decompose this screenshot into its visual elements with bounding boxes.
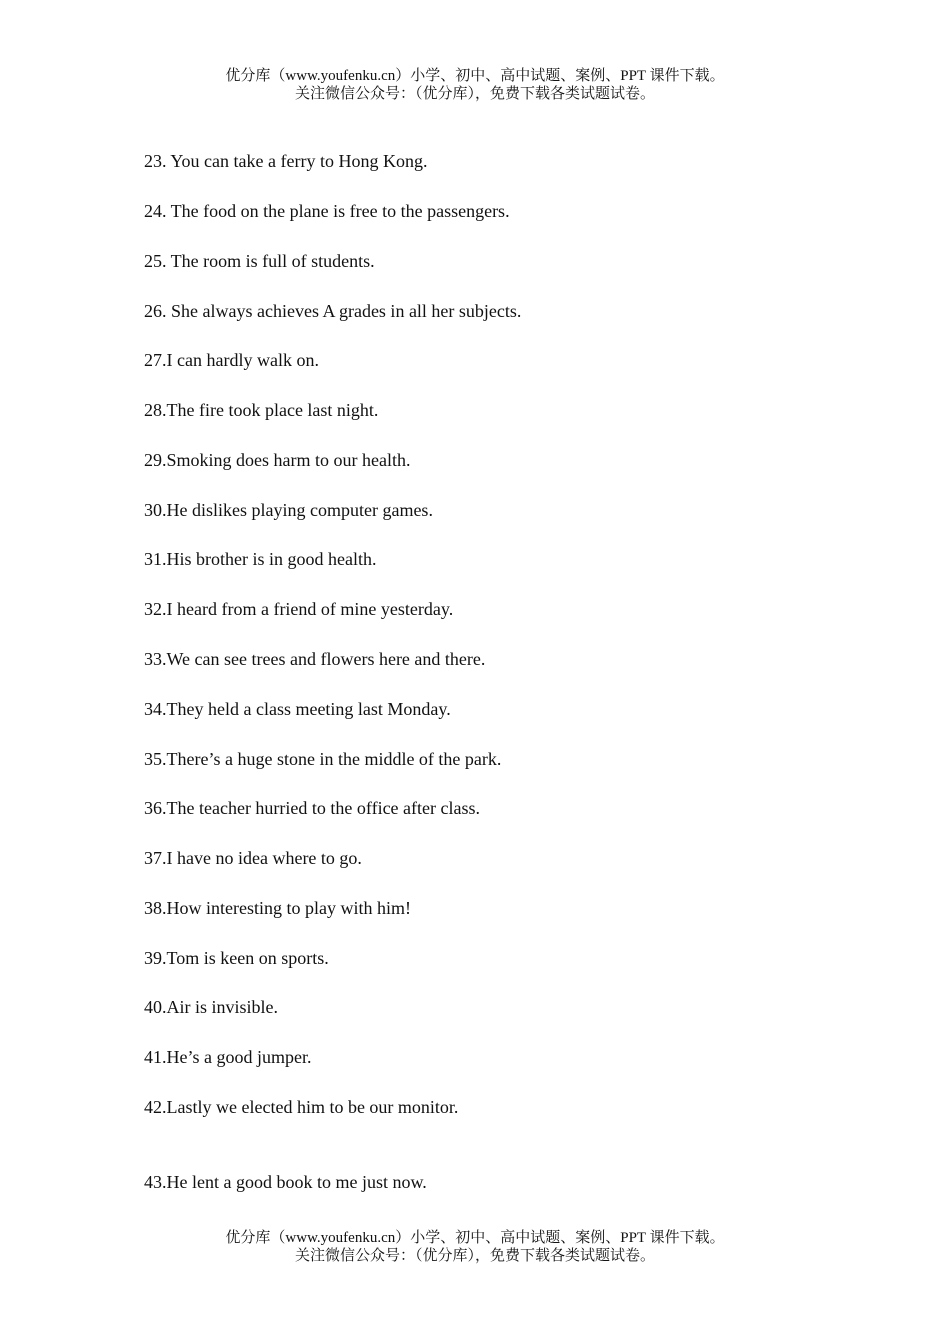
sentence-item-27: 27.I can hardly walk on. (144, 350, 319, 370)
sentence-item-29: 29.Smoking does harm to our health. (144, 450, 411, 470)
header-line-2: 关注微信公众号：（优分库），免费下载各类试题试卷。 (294, 86, 655, 102)
header-line-1: 优分库（www.youfenku.cn）小学、初中、高中试题、案例、PPT 课件下载。 (225, 68, 725, 84)
sentence-item-24: 24. The food on the plane is free to the passengers. (144, 201, 510, 221)
sentence-item-35: 35.There’s a huge stone in the middle of the park. (144, 749, 502, 769)
footer-line-1: 优分库（www.youfenku.cn）小学、初中、高中试题、案例、PPT 课件下载。 (225, 1230, 725, 1246)
sentence-item-37: 37.I have no idea where to go. (144, 848, 362, 868)
sentence-item-34: 34.They held a class meeting last Monday. (144, 699, 451, 719)
sentence-item-32: 32.I heard from a friend of mine yesterday. (144, 599, 454, 619)
sentence-item-36: 36.The teacher hurried to the office after class. (144, 798, 481, 818)
sentence-item-33: 33.We can see trees and flowers here and there. (144, 649, 486, 669)
sentence-item-23: 23. You can take a ferry to Hong Kong. (144, 151, 428, 171)
sentence-item-38: 38.How interesting to play with him! (144, 898, 411, 918)
sentence-item-26: 26. She always achieves A grades in all her subjects. (144, 301, 522, 321)
sentence-item-40: 40.Air is invisible. (144, 997, 278, 1017)
sentence-item-25: 25. The room is full of students. (144, 251, 375, 271)
sentence-item-42: 42.Lastly we elected him to be our monitor. (144, 1097, 459, 1117)
sentence-item-41: 41.He’s a good jumper. (144, 1047, 312, 1067)
header-banner (0, 67, 950, 103)
sentence-item-39: 39.Tom is keen on sports. (144, 948, 329, 968)
sentence-item-31: 31.His brother is in good health. (144, 549, 377, 569)
sentence-item-43: 43.He lent a good book to me just now. (144, 1172, 427, 1192)
sentence-item-30: 30.He dislikes playing computer games. (144, 500, 433, 520)
footer-line-2: 关注微信公众号：（优分库），免费下载各类试题试卷。 (294, 1248, 655, 1264)
footer-banner (0, 1229, 950, 1265)
sentence-item-28: 28.The fire took place last night. (144, 400, 379, 420)
